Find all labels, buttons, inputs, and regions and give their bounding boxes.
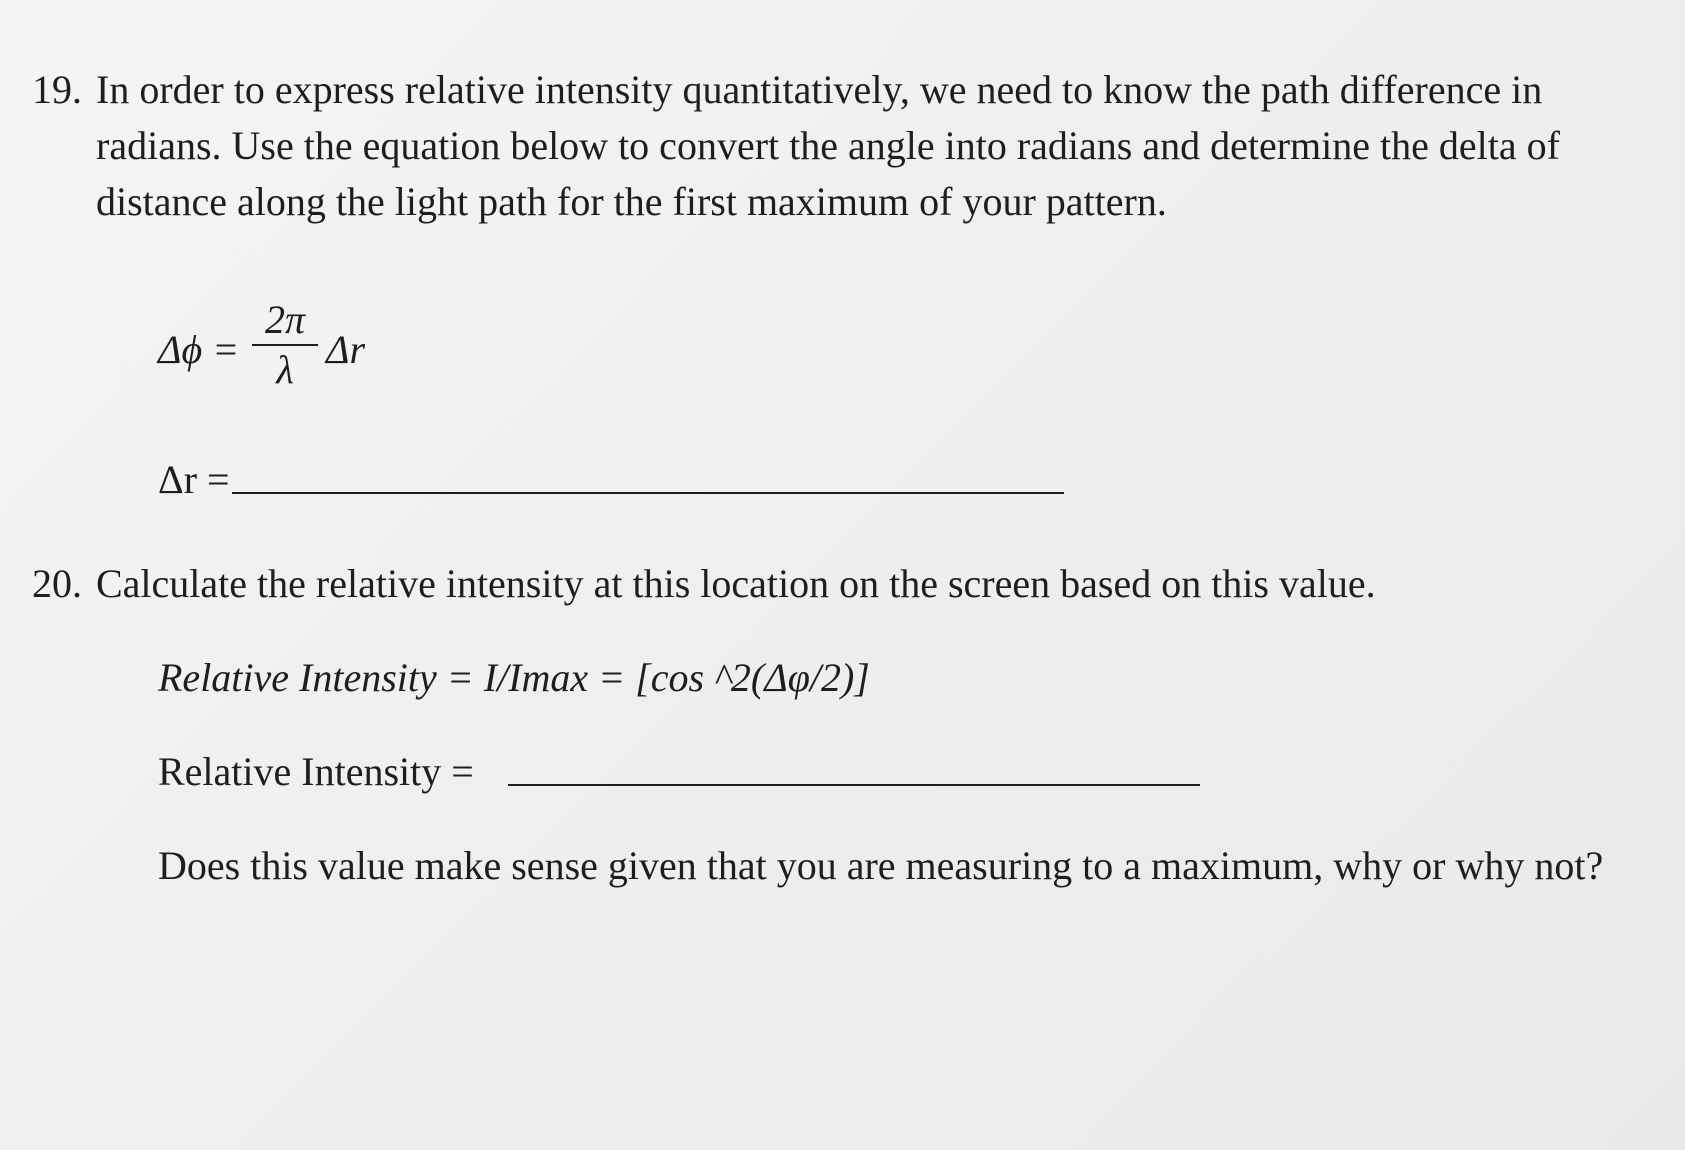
fraction-numerator: 2π (264, 297, 306, 342)
q20-number: 20. (32, 561, 82, 606)
q20-followup: Does this value make sense given that you are measuring to a maximum, why or why not? (158, 843, 1604, 888)
fraction-bar (252, 344, 318, 346)
q20-text: Calculate the relative intensity at this location on the screen based on this value. (96, 561, 1376, 606)
q19-answer-blank[interactable] (232, 492, 1064, 494)
q19-answer-label: Δr = (158, 457, 230, 502)
q19-equation-rhs: Δr (326, 327, 366, 372)
q19-text: In order to express relative intensity quantitatively, we need to know the path difference in radians. Use the equation below to convert the angle into radians and determine the delta of distance along the light path for the first maximum of your pattern. (96, 67, 1560, 224)
q19-equation-fraction (252, 298, 318, 392)
q19-number: 19. (32, 67, 82, 112)
q20-answer-blank[interactable] (508, 784, 1200, 786)
q20-formula: Relative Intensity = I/Imax = [cos ^2(Δφ/2)] (158, 655, 870, 700)
fraction-denominator: λ (276, 347, 294, 392)
q20-answer-label: Relative Intensity = (158, 749, 474, 794)
q19-equation-lhs: Δϕ = (158, 327, 240, 372)
